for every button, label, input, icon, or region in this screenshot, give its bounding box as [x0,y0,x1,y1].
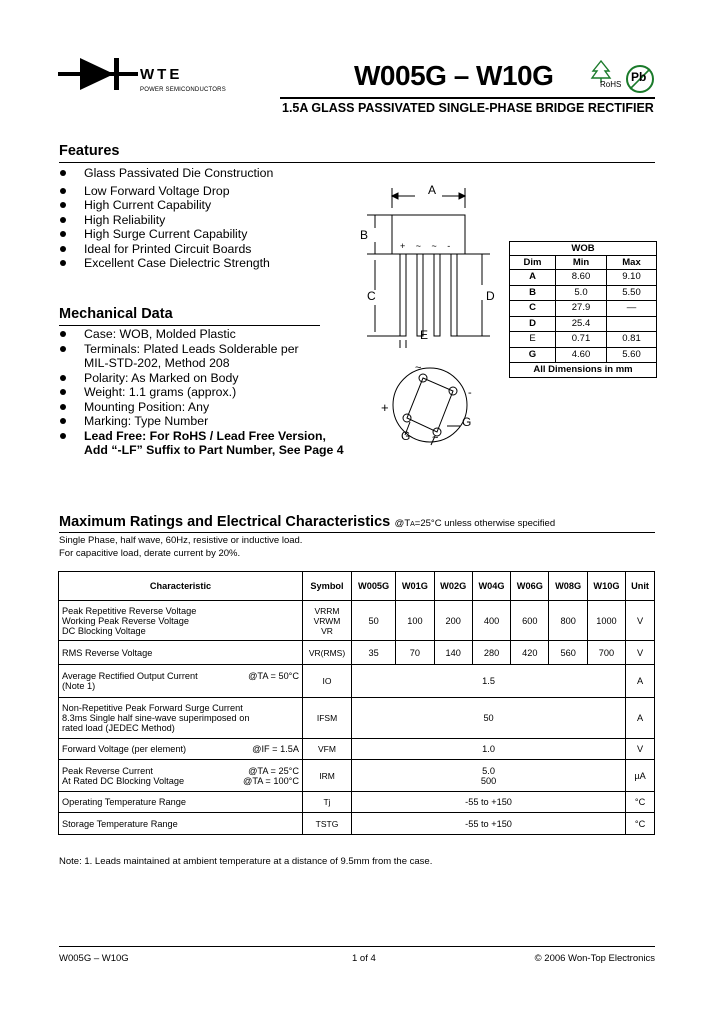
condition-note-1: Single Phase, half wave, 60Hz, resistive or inductive load. [59,535,303,546]
pin-tilde-label: ~ [415,362,422,374]
list-item: Marking: Type Number [59,414,344,429]
pin-plus-label: + [381,400,389,415]
table-row: RMS Reverse Voltage VR(RMS) 35 70 140 280 420 560 700 V [59,641,655,665]
pin-markings: + ~ ~ - [400,241,455,251]
mechanical-list [59,327,344,458]
dim-label-g2: G [401,429,411,443]
diode-logo-icon [58,55,138,95]
package-name: WOB [510,242,656,256]
table-row: E 0.71 0.81 [510,332,656,348]
condition-note-2: For capacitive load, derate current by 20%. [59,548,241,559]
dim-label-e: E [420,328,429,342]
list-item: High Current Capability [59,198,273,213]
list-item: Glass Passivated Die Construction [59,166,273,181]
dim-label-c: C [367,289,376,303]
brand-name: WTE [140,66,183,83]
list-item: Ideal for Printed Circuit Boards [59,242,273,257]
list-item: Lead Free: For RoHS / Lead Free Version, [59,429,344,444]
table-row: Non-Repetitive Peak Forward Surge Current 8.3ms Single half sine-wave superimposed on rated load (JEDEC Method) IFSM 50 A [59,698,655,739]
page-title: W005G – W10G [354,60,554,91]
list-item: Low Forward Voltage Drop [59,184,273,199]
list-item: Weight: 1.1 grams (approx.) [59,385,344,400]
list-item: MIL-STD-202, Method 208 [84,356,230,370]
table-row: B 5.0 5.50 [510,286,656,302]
col-header: Dim [510,256,556,269]
list-item: Add “-LF” Suffix to Part Number, See Page 4 [84,443,344,457]
table-row: Average Rectified Output Current @TA = 50°C (Note 1) IO 1.5 A [59,665,655,698]
list-item: High Reliability [59,213,273,228]
table-row: Peak Repetitive Reverse Voltage Working Peak Reverse Voltage DC Blocking Voltage VRRM VRWM VR 50 100 200 400 600 800 1000 V [59,601,655,641]
dimensions-table [509,241,657,378]
list-item: High Surge Current Capability [59,227,273,242]
dim-label-g: G [462,415,472,429]
list-item: Excellent Case Dielectric Strength [59,256,273,271]
table-row: Operating Temperature Range Tj -55 to +150 °C [59,792,655,813]
footer-page: 1 of 4 [352,953,376,964]
ratings-table [58,571,655,835]
table-row: Storage Temperature Range TSTG -55 to +150 °C [59,813,655,835]
table-row: D 25.4 [510,317,656,333]
table-row: G 4.60 5.60 [510,348,656,364]
table-header-row: Characteristic Symbol W005G W01G W02G W04G W06G W08G W10G Unit [59,572,655,601]
features-heading: Features [59,143,120,159]
list-item: Terminals: Plated Leads Solderable per [59,342,344,357]
footnote: Note: 1. Leads maintained at ambient temperature at a distance of 9.5mm from the case. [59,856,433,867]
table-row: Forward Voltage (per element) @IF = 1.5A VFM 1.0 V [59,739,655,760]
subtitle: 1.5A GLASS PASSIVATED SINGLE-PHASE BRIDGE RECTIFIER [282,101,654,115]
list-item: Polarity: As Marked on Body [59,371,344,386]
table-row: A 8.60 9.10 [510,270,656,286]
dim-label-b: B [360,228,369,242]
list-item: Case: WOB, Molded Plastic [59,327,344,342]
rohs-label: RoHS [600,80,622,89]
footer-left: W005G – W10G [59,953,129,964]
col-header: Min [556,256,607,269]
brand-tagline: POWER SEMICONDUCTORS [140,87,226,93]
col-header: Max [622,257,641,268]
mechanical-heading: Mechanical Data [59,306,173,322]
pin-minus-label: - [468,387,472,399]
table-row: C 27.9 — [510,301,656,317]
pin-tilde-label-2: ~ [432,432,439,444]
footer-copyright: © 2006 Won-Top Electronics [534,953,655,964]
dim-label-d: D [486,289,495,303]
package-diagram [355,180,505,460]
dimensions-footer: All Dimensions in mm [533,364,633,375]
ratings-heading: Maximum Ratings and Electrical Characteristics @TA=25°C unless otherwise specified [59,514,556,530]
features-list [59,166,273,271]
pb-label: Pb [631,70,647,84]
table-row: Peak Reverse Current @TA = 25°C At Rated DC Blocking Voltage @TA = 100°C IRM 5.0 500 µA [59,760,655,792]
list-item: Mounting Position: Any [59,400,344,415]
dim-label-a: A [428,183,437,197]
